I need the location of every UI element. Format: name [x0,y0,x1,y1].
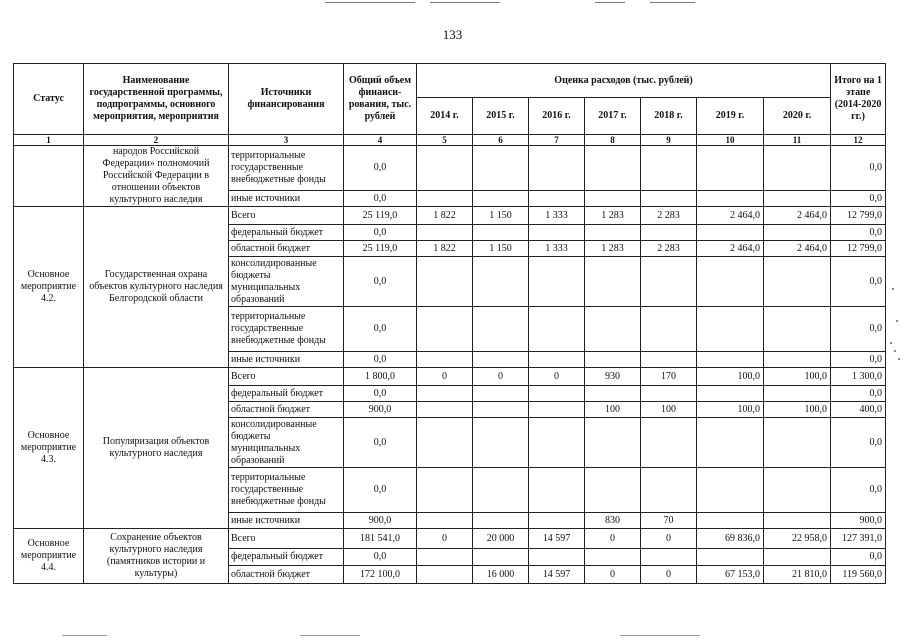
source-cell: федеральный бюджет [229,549,344,566]
year-value-cell [529,146,585,191]
year-value-cell [417,468,473,513]
table-row [14,146,886,191]
total-cell: 172 100,0 [344,566,417,584]
year-value-cell [529,352,585,368]
year-value-cell: 100,0 [697,402,764,418]
year-value-cell: 1 150 [473,241,529,257]
year-value-cell [417,307,473,352]
program-name-cell: народов Российской Федерации» полномочий Российской Федерации в отношении объектов культурного наследия [84,146,229,207]
year-value-cell [697,191,764,207]
header-year: 2019 г. [697,98,764,135]
stage-total-cell: 0,0 [831,352,886,368]
header-year: 2015 г. [473,98,529,135]
total-cell: 900,0 [344,513,417,529]
year-value-cell: 67 153,0 [697,566,764,584]
year-value-cell: 2 464,0 [764,207,831,225]
year-value-cell: 20 000 [473,529,529,549]
budget-table [13,63,886,584]
column-number: 7 [529,135,585,146]
year-value-cell: 0 [641,529,697,549]
year-value-cell [473,307,529,352]
year-value-cell [585,257,641,307]
stage-total-cell: 0,0 [831,225,886,241]
stage-total-cell: 0,0 [831,191,886,207]
year-value-cell [764,352,831,368]
program-name-cell: Сохранение объектов культурного наследия (памятников истории и культуры) [84,529,229,584]
year-value-cell [764,225,831,241]
year-value-cell [585,468,641,513]
column-number: 2 [84,135,229,146]
year-value-cell [697,352,764,368]
stage-total-cell: 12 799,0 [831,241,886,257]
header-year: 2020 г. [764,98,831,135]
source-cell: иные источники [229,352,344,368]
year-value-cell [529,513,585,529]
year-value-cell [764,307,831,352]
year-value-cell [585,549,641,566]
year-value-cell [529,386,585,402]
year-value-cell [641,549,697,566]
source-cell: консолидированные бюджеты муниципальных образований [229,257,344,307]
year-value-cell [764,386,831,402]
year-value-cell [697,513,764,529]
column-number: 3 [229,135,344,146]
year-value-cell [417,566,473,584]
stage-total-cell: 119 560,0 [831,566,886,584]
table-row [14,529,886,549]
year-value-cell: 0 [417,529,473,549]
total-cell: 900,0 [344,402,417,418]
total-cell: 0,0 [344,191,417,207]
year-value-cell [585,225,641,241]
year-value-cell [764,513,831,529]
program-name-cell: Государственная охрана объектов культурного наследия Белгородской области [84,207,229,368]
year-value-cell [585,386,641,402]
year-value-cell [417,257,473,307]
year-value-cell [764,418,831,468]
total-cell: 1 800,0 [344,368,417,386]
header-year: 2016 г. [529,98,585,135]
source-cell: Всего [229,529,344,549]
year-value-cell [529,257,585,307]
year-value-cell: 0 [585,566,641,584]
scan-top-lines [0,0,905,8]
year-value-cell: 830 [585,513,641,529]
program-name-cell: Популяризация объектов культурного наследия [84,368,229,529]
header-year: 2018 г. [641,98,697,135]
year-value-cell: 1 283 [585,207,641,225]
year-value-cell: 100,0 [764,402,831,418]
year-value-cell [473,402,529,418]
year-value-cell [641,307,697,352]
header-status: Статус [14,64,84,135]
year-value-cell [473,257,529,307]
source-cell: областной бюджет [229,402,344,418]
total-cell: 0,0 [344,352,417,368]
year-value-cell [585,191,641,207]
table-row [14,368,886,386]
year-value-cell [585,418,641,468]
year-value-cell [473,146,529,191]
total-cell: 25 119,0 [344,241,417,257]
stage-total-cell: 0,0 [831,418,886,468]
source-cell: территориальные государственные внебюджетные фонды [229,468,344,513]
year-value-cell [641,225,697,241]
year-value-cell [417,146,473,191]
year-value-cell [641,418,697,468]
source-cell: областной бюджет [229,241,344,257]
year-value-cell [473,418,529,468]
column-number: 11 [764,135,831,146]
year-value-cell: 14 597 [529,566,585,584]
year-value-cell: 14 597 [529,529,585,549]
year-value-cell [473,386,529,402]
total-cell: 181 541,0 [344,529,417,549]
year-value-cell [417,418,473,468]
column-numbers-row [14,135,886,146]
year-value-cell: 170 [641,368,697,386]
year-value-cell [641,257,697,307]
total-cell: 0,0 [344,225,417,241]
year-value-cell [764,549,831,566]
total-cell: 0,0 [344,307,417,352]
year-value-cell: 22 958,0 [764,529,831,549]
year-value-cell: 100 [585,402,641,418]
year-value-cell: 100,0 [764,368,831,386]
header-sources: Источники финансирования [229,64,344,135]
year-value-cell [417,352,473,368]
year-value-cell [473,225,529,241]
year-value-cell [697,386,764,402]
year-value-cell: 1 150 [473,207,529,225]
year-value-cell [697,418,764,468]
stage-total-cell: 0,0 [831,146,886,191]
year-value-cell [529,225,585,241]
year-value-cell: 70 [641,513,697,529]
year-value-cell [473,513,529,529]
year-value-cell [585,352,641,368]
year-value-cell [529,418,585,468]
year-value-cell [641,191,697,207]
table-body [14,146,886,584]
stage-total-cell: 0,0 [831,549,886,566]
stage-total-cell: 12 799,0 [831,207,886,225]
year-value-cell [697,225,764,241]
total-cell: 0,0 [344,386,417,402]
year-value-cell: 2 283 [641,241,697,257]
year-value-cell [641,146,697,191]
scan-margin-marks [888,280,902,380]
source-cell: территориальные государственные внебюджетные фонды [229,307,344,352]
year-value-cell [697,307,764,352]
total-cell: 25 119,0 [344,207,417,225]
stage-total-cell: 0,0 [831,307,886,352]
year-value-cell [764,257,831,307]
stage-total-cell: 127 391,0 [831,529,886,549]
year-value-cell [697,549,764,566]
year-value-cell [529,549,585,566]
year-value-cell: 2 464,0 [764,241,831,257]
year-value-cell [473,352,529,368]
year-value-cell [417,191,473,207]
year-value-cell [641,468,697,513]
year-value-cell: 0 [529,368,585,386]
column-number: 9 [641,135,697,146]
year-value-cell [529,191,585,207]
source-cell: областной бюджет [229,566,344,584]
total-cell: 0,0 [344,257,417,307]
stage-total-cell: 0,0 [831,468,886,513]
source-cell: консолидированные бюджеты муниципальных образований [229,418,344,468]
year-value-cell [697,468,764,513]
year-value-cell [417,549,473,566]
year-value-cell: 2 464,0 [697,207,764,225]
scan-bottom-marks [0,630,905,640]
year-value-cell [417,225,473,241]
total-cell: 0,0 [344,468,417,513]
status-cell [14,146,84,207]
header-year: 2017 г. [585,98,641,135]
column-number: 6 [473,135,529,146]
year-value-cell: 0 [585,529,641,549]
header-year: 2014 г. [417,98,473,135]
column-number: 4 [344,135,417,146]
source-cell: Всего [229,207,344,225]
source-cell: иные источники [229,513,344,529]
year-value-cell: 1 283 [585,241,641,257]
total-cell: 0,0 [344,146,417,191]
year-value-cell: 2 283 [641,207,697,225]
year-value-cell [585,146,641,191]
year-value-cell: 100 [641,402,697,418]
source-cell: федеральный бюджет [229,225,344,241]
column-number: 10 [697,135,764,146]
year-value-cell [764,146,831,191]
year-value-cell [473,191,529,207]
year-value-cell: 21 810,0 [764,566,831,584]
status-cell: Основное мероприятие 4.3. [14,368,84,529]
table-header [14,64,886,146]
year-value-cell [764,468,831,513]
source-cell: федеральный бюджет [229,386,344,402]
status-cell: Основное мероприятие 4.2. [14,207,84,368]
year-value-cell: 2 464,0 [697,241,764,257]
year-value-cell [417,513,473,529]
year-value-cell: 1 822 [417,207,473,225]
stage-total-cell: 0,0 [831,257,886,307]
year-value-cell [697,146,764,191]
source-cell: иные источники [229,191,344,207]
year-value-cell [697,257,764,307]
year-value-cell [473,468,529,513]
year-value-cell [641,386,697,402]
year-value-cell [473,549,529,566]
column-number: 1 [14,135,84,146]
year-value-cell: 100,0 [697,368,764,386]
stage-total-cell: 400,0 [831,402,886,418]
year-value-cell: 930 [585,368,641,386]
header-total: Общий объем финанси-рования, тыс. рублей [344,64,417,135]
page-number: 133 [442,27,463,42]
year-value-cell [641,352,697,368]
header-program: Наименование государственной программы, подпрограммы, основного мероприятия, мероприятия [84,64,229,135]
stage-total-cell: 1 300,0 [831,368,886,386]
year-value-cell: 0 [641,566,697,584]
year-value-cell: 1 822 [417,241,473,257]
year-value-cell [585,307,641,352]
year-value-cell [417,402,473,418]
header-estimate: Оценка расходов (тыс. рублей) [417,64,831,98]
header-stage-total: Итого на 1 этапе (2014-2020 гг.) [831,64,886,135]
year-value-cell [529,468,585,513]
stage-total-cell: 0,0 [831,386,886,402]
year-value-cell: 69 836,0 [697,529,764,549]
column-number: 5 [417,135,473,146]
total-cell: 0,0 [344,418,417,468]
year-value-cell: 1 333 [529,241,585,257]
year-value-cell: 0 [417,368,473,386]
year-value-cell [529,402,585,418]
year-value-cell [764,191,831,207]
year-value-cell [417,386,473,402]
year-value-cell: 16 000 [473,566,529,584]
year-value-cell: 1 333 [529,207,585,225]
status-cell: Основное мероприятие 4.4. [14,529,84,584]
total-cell: 0,0 [344,549,417,566]
column-number: 8 [585,135,641,146]
year-value-cell [529,307,585,352]
stage-total-cell: 900,0 [831,513,886,529]
source-cell: территориальные государственные внебюджетные фонды [229,146,344,191]
table-row [14,207,886,225]
year-value-cell: 0 [473,368,529,386]
source-cell: Всего [229,368,344,386]
column-number: 12 [831,135,886,146]
